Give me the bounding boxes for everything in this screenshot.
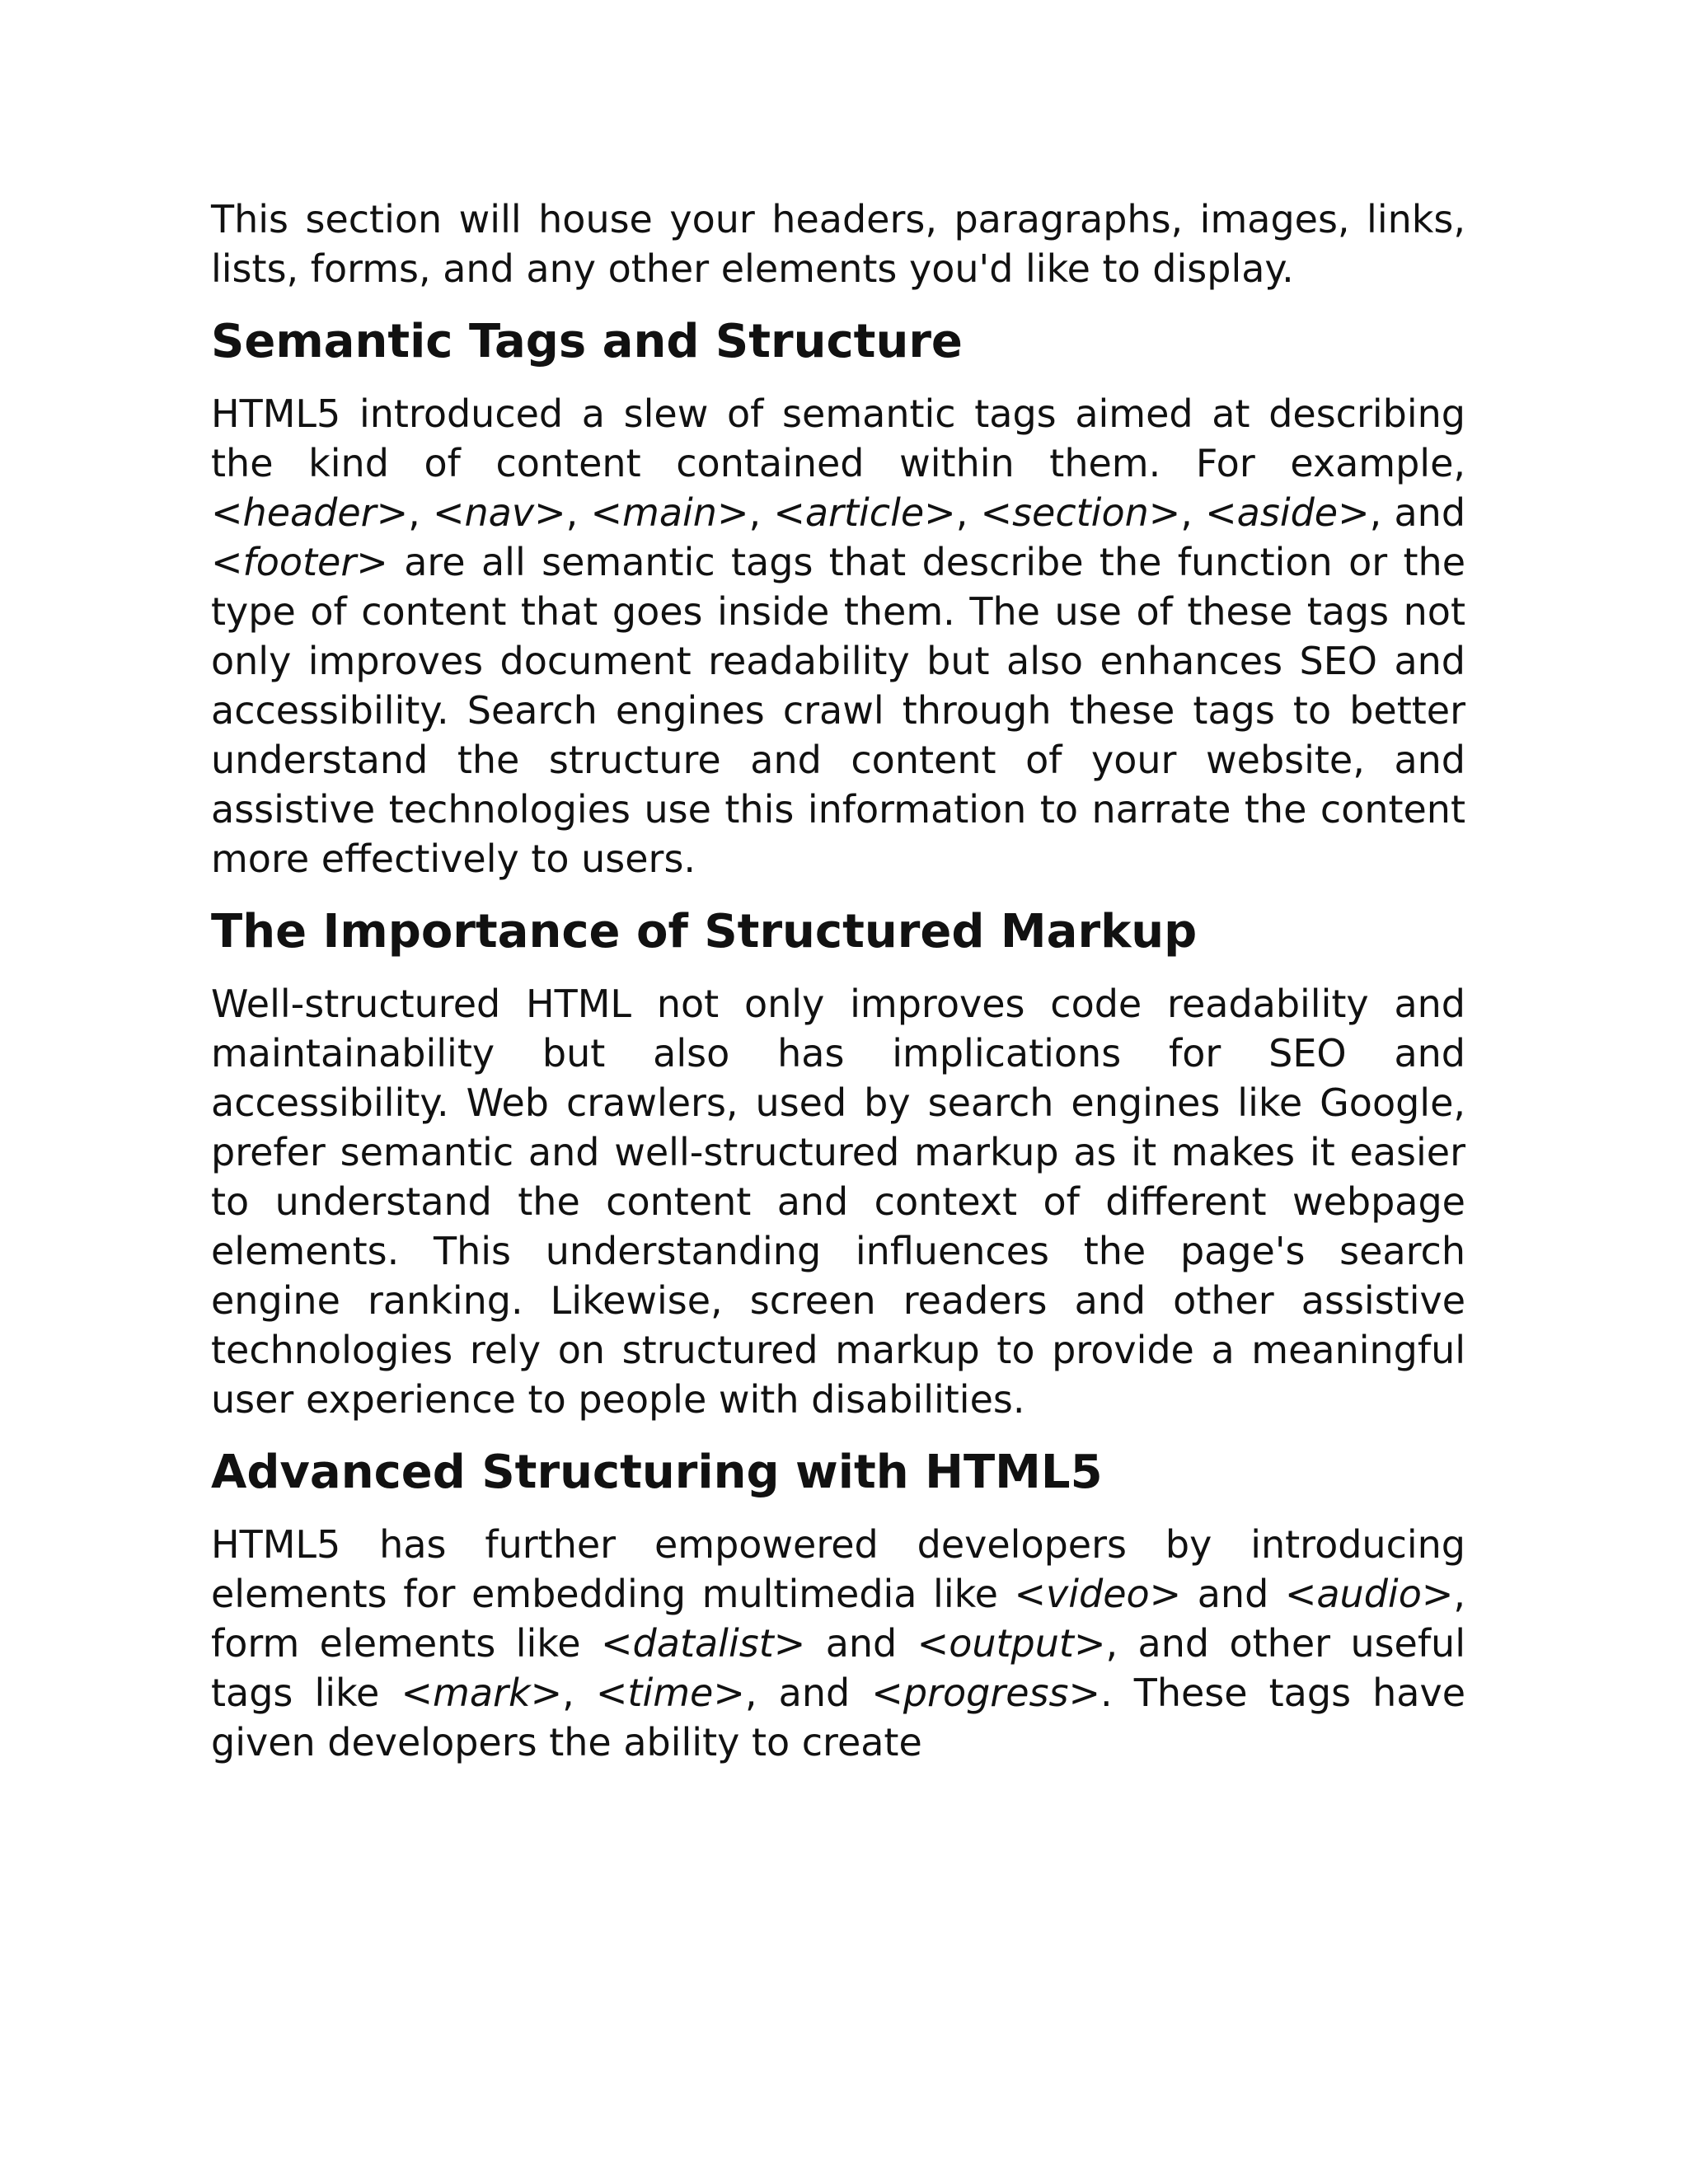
paragraph-semantic-tags: HTML5 introduced a slew of semantic tags aimed at describing the kind of content contained within them. For example, <header>, <nav>, <main>, <article>, <section>, <aside>, and <footer> are all semantic tags that describe the function or the type of content that goes inside them. The use of these tags not only improves document readability but also enhances SEO and accessibility. Search engines crawl through these tags to better understand the structure and content of your website, and assistive technologies use this information to narrate the content more effectively to users. bbox=[211, 391, 1466, 881]
paragraph-text: , form elements like bbox=[211, 1572, 1466, 1666]
tag-aside: <aside> bbox=[1205, 490, 1370, 535]
heading-semantic-tags: Semantic Tags and Structure bbox=[211, 315, 963, 368]
tag-output: <output> bbox=[917, 1621, 1106, 1666]
tag-footer: <footer> bbox=[211, 540, 388, 584]
intro-paragraph: This section will house your headers, paragraphs, images, links, lists, forms, and any other elements you'd like to display. bbox=[211, 197, 1465, 291]
paragraph-structured-markup: Well-structured HTML not only improves code readability and maintainability but also has implications for SEO and accessibility. Web crawlers, used by search engines like Google, prefer semantic and well-structured markup as it makes it easier to understand the content and context of different webpage elements. This understanding influences the page's search engine ranking. Likewise, screen readers and other assistive technologies rely on structured markup to provide a meaningful user experience to people with disabilities. bbox=[211, 982, 1465, 1422]
tag-audio: <audio> bbox=[1284, 1572, 1454, 1616]
heading-structured-markup: The Importance of Structured Markup bbox=[211, 905, 1198, 958]
paragraph-text: are all semantic tags that describe the function or the type of content that goes inside them. The use of these tags not only improves document readability but also enhances SEO and accessibility. Search engines crawl through these tags to better understand the structure and content of your website, and assistive technologies use this information to narrate the content more effectively to users. bbox=[211, 540, 1466, 881]
paragraph-text: and bbox=[1394, 490, 1466, 535]
paragraph-text: and bbox=[825, 1621, 898, 1666]
tag-mark: <mark> bbox=[401, 1671, 563, 1715]
document-page bbox=[211, 194, 1465, 1767]
tag-section: <section> bbox=[980, 490, 1181, 535]
tag-time: <time> bbox=[595, 1671, 745, 1715]
tag-progress: <progress> bbox=[871, 1671, 1100, 1715]
tag-header: <header> bbox=[211, 490, 409, 535]
tag-main: <main> bbox=[590, 490, 749, 535]
paragraph-text: and bbox=[1197, 1572, 1269, 1616]
tag-datalist: <datalist> bbox=[601, 1621, 806, 1666]
paragraph-text: . These tags have given developers the ability to create bbox=[211, 1671, 1466, 1765]
paragraph-text: HTML5 introduced a slew of semantic tags aimed at describing the kind of content contained within them. For example, bbox=[211, 391, 1465, 485]
tag-article: <article> bbox=[773, 490, 956, 535]
paragraph-text: , and other useful tags like bbox=[211, 1621, 1465, 1715]
tag-nav: <nav> bbox=[432, 490, 566, 535]
tag-video: <video> bbox=[1014, 1572, 1182, 1616]
paragraph-text: HTML5 has further empowered developers by introducing elements for embedding multimedia like bbox=[211, 1522, 1465, 1616]
heading-advanced-structuring: Advanced Structuring with HTML5 bbox=[211, 1446, 1103, 1499]
paragraph-text: and bbox=[778, 1671, 851, 1715]
paragraph-advanced-structuring: HTML5 has further empowered developers by introducing elements for embedding multimedia like <video> and <audio>, form elements like <datalist> and <output>, and other useful tags like <mark>, <time>, and <progress>. These tags have given developers the ability to create bbox=[211, 1522, 1466, 1765]
